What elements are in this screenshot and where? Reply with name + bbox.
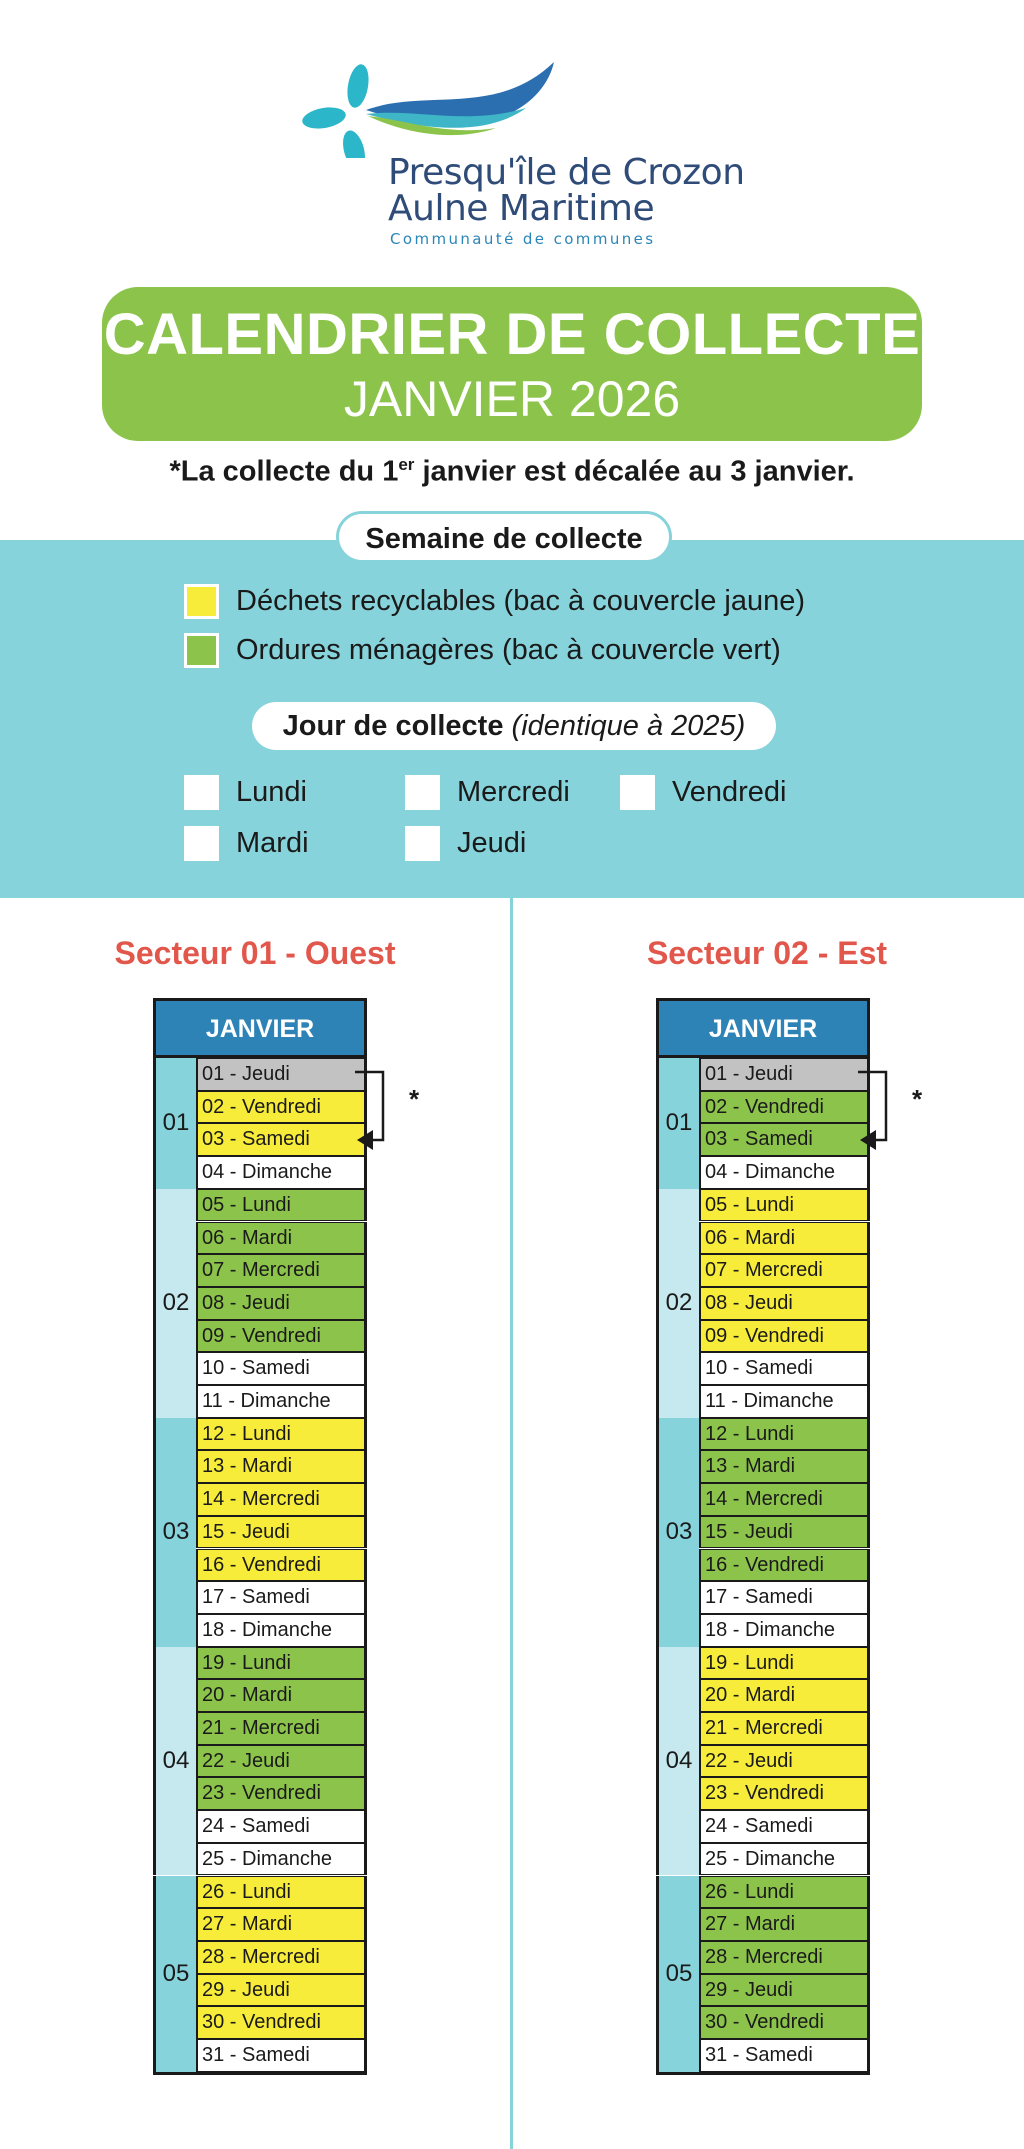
yellow-swatch [184,584,219,619]
day-cell: 26 - Lundi [699,1876,870,1909]
day-cell: 14 - Mercredi [196,1483,367,1516]
shift-asterisk: * [912,1084,923,1114]
legend-day-title [252,702,776,750]
calendar-bottom-border [656,2072,870,2075]
legend-yellow [184,584,805,619]
page-title: CALENDRIER DE COLLECTE [103,302,921,367]
day-cell: 13 - Mardi [699,1450,870,1483]
legend-day-label: Lundi [236,776,307,808]
day-checkbox [184,826,219,861]
week-number: 05 [656,1876,699,2072]
day-cell: 28 - Mercredi [196,1941,367,1974]
shift-note-start: *La collecte du 1 [169,455,399,488]
day-cell: 23 - Vendredi [196,1777,367,1810]
day-cell: 03 - Samedi [196,1123,367,1156]
day-cell: 19 - Lundi [699,1647,870,1680]
legend-day-title-note: (identique à 2025) [511,710,746,742]
day-cell: 02 - Vendredi [196,1091,367,1124]
sector-2-title: Secteur 02 - Est [646,935,888,971]
day-cell: 07 - Mercredi [196,1254,367,1287]
logo [296,58,745,248]
day-cell: 27 - Mardi [196,1908,367,1941]
week-number: 01 [153,1058,196,1189]
day-checkbox [405,826,440,861]
day-cell: 14 - Mercredi [699,1483,870,1516]
day-cell: 08 - Jeudi [196,1287,367,1320]
day-cell: 10 - Samedi [699,1352,870,1385]
logo-line-1: Presqu'île de Crozon [388,152,745,193]
week-number: 03 [153,1418,196,1647]
day-cell: 04 - Dimanche [699,1156,870,1189]
week-number: 02 [656,1189,699,1418]
day-cell: 24 - Samedi [699,1810,870,1843]
day-cell: 29 - Jeudi [196,1974,367,2007]
day-cell: 03 - Samedi [699,1123,870,1156]
day-cell: 18 - Dimanche [196,1614,367,1647]
shift-arrow-icon [353,1062,399,1152]
day-cell: 02 - Vendredi [699,1091,870,1124]
day-cell: 07 - Mercredi [699,1254,870,1287]
calendar-bottom-border [153,2072,367,2075]
legend-day-jeudi [405,826,526,861]
legend-green [184,633,781,668]
sector-1-title: Secteur 01 - Ouest [114,935,396,971]
legend-day-label: Jeudi [457,827,527,859]
day-cell: 31 - Samedi [699,2039,870,2072]
day-cell: 13 - Mardi [196,1450,367,1483]
day-cell: 15 - Jeudi [699,1516,870,1549]
day-cell: 12 - Lundi [196,1418,367,1451]
day-checkbox [184,775,219,810]
week-number: 04 [656,1647,699,1876]
legend-day-label: Mercredi [457,776,570,808]
day-cell: 21 - Mercredi [196,1712,367,1745]
day-cell: 01 - Jeudi [699,1058,870,1091]
day-cell: 17 - Samedi [699,1581,870,1614]
day-cell: 20 - Mardi [196,1679,367,1712]
day-cell: 25 - Dimanche [699,1843,870,1876]
day-cell: 18 - Dimanche [699,1614,870,1647]
day-cell: 28 - Mercredi [699,1941,870,1974]
day-cell: 08 - Jeudi [699,1287,870,1320]
day-cell: 05 - Lundi [196,1189,367,1222]
legend-day-mardi [184,826,309,861]
day-cell: 10 - Samedi [196,1352,367,1385]
day-cell: 20 - Mardi [699,1679,870,1712]
week-number: 05 [153,1876,196,2072]
legend-yellow-label: Déchets recyclables (bac à couvercle jaune) [236,585,805,617]
day-cell: 04 - Dimanche [196,1156,367,1189]
day-checkbox [620,775,655,810]
day-checkbox [405,775,440,810]
day-cell: 19 - Lundi [196,1647,367,1680]
day-cell: 21 - Mercredi [699,1712,870,1745]
day-cell: 11 - Dimanche [699,1385,870,1418]
logo-line-3: Communauté de communes [390,230,656,248]
legend-green-label: Ordures ménagères (bac à couvercle vert) [236,634,781,666]
day-cell: 17 - Samedi [196,1581,367,1614]
page-subtitle: JANVIER 2026 [343,371,681,427]
day-cell: 25 - Dimanche [196,1843,367,1876]
day-cell: 23 - Vendredi [699,1777,870,1810]
calendar-month-header: JANVIER [656,998,870,1058]
day-cell: 15 - Jeudi [196,1516,367,1549]
day-cell: 16 - Vendredi [699,1549,870,1582]
day-cell: 11 - Dimanche [196,1385,367,1418]
day-cell: 09 - Vendredi [196,1320,367,1353]
sector-divider [510,898,513,2149]
shift-note [0,455,1024,489]
green-swatch [184,633,219,668]
legend-day-title-text: Jour de collecte [282,710,504,742]
legend-week-title: Semaine de collecte [336,511,672,563]
day-cell: 12 - Lundi [699,1418,870,1451]
shift-arrow-icon [856,1062,902,1152]
day-cell: 05 - Lundi [699,1189,870,1222]
day-cell: 31 - Samedi [196,2039,367,2072]
day-cell: 24 - Samedi [196,1810,367,1843]
week-number: 02 [153,1189,196,1418]
week-number: 04 [153,1647,196,1876]
day-cell: 26 - Lundi [196,1876,367,1909]
logo-line-2: Aulne Maritime [388,188,655,229]
week-number: 03 [656,1418,699,1647]
day-cell: 16 - Vendredi [196,1549,367,1582]
day-cell: 01 - Jeudi [196,1058,367,1091]
day-cell: 29 - Jeudi [699,1974,870,2007]
legend-day-label: Mardi [236,827,309,859]
title-banner [102,287,922,441]
week-number: 01 [656,1058,699,1189]
day-cell: 06 - Mardi [196,1222,367,1255]
shift-note-end: janvier est décalée au 3 janvier. [414,455,855,488]
legend-day-mercredi [405,775,570,810]
shift-note-sup: er [398,455,415,474]
legend-day-lundi [184,775,307,810]
day-cell: 22 - Jeudi [699,1745,870,1778]
day-cell: 09 - Vendredi [699,1320,870,1353]
legend-day-label: Vendredi [672,776,787,808]
day-cell: 30 - Vendredi [196,2006,367,2039]
day-cell: 22 - Jeudi [196,1745,367,1778]
day-cell: 30 - Vendredi [699,2006,870,2039]
logo-emblem-icon [296,58,596,158]
shift-asterisk: * [409,1084,420,1114]
day-cell: 27 - Mardi [699,1908,870,1941]
legend-day-vendredi [620,775,787,810]
calendar-month-header: JANVIER [153,998,367,1058]
day-cell: 06 - Mardi [699,1222,870,1255]
